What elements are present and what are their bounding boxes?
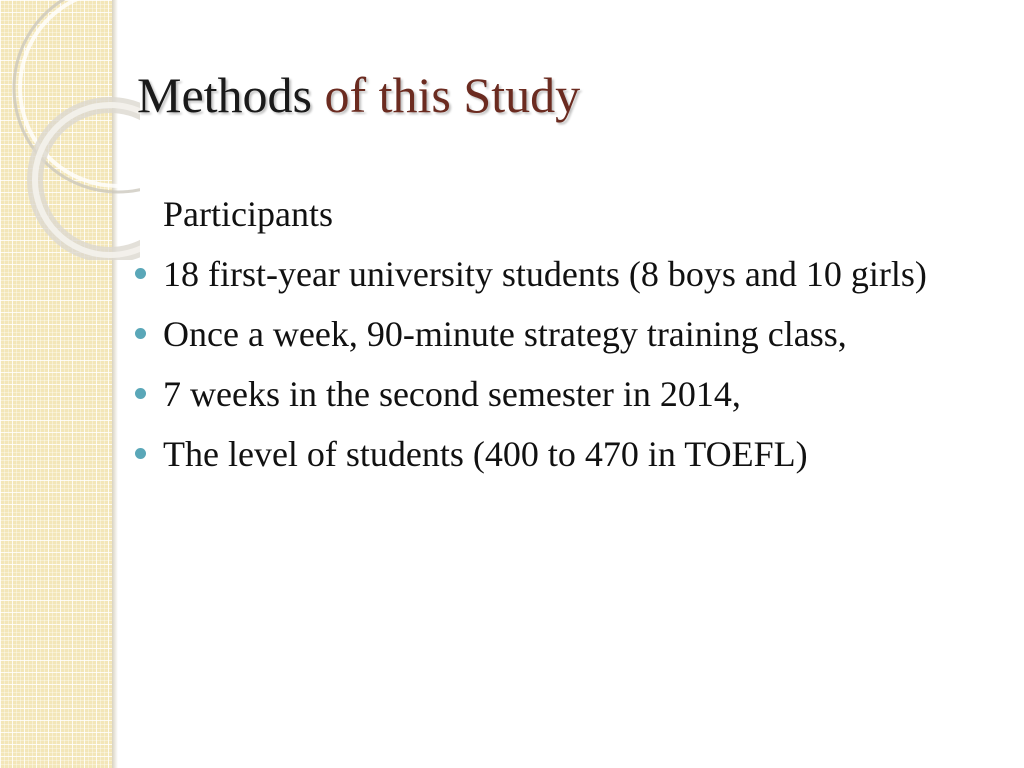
list-item-text: 7 weeks in the second semester in 2014, xyxy=(163,374,741,414)
bullet-icon xyxy=(135,388,146,399)
decorative-rings xyxy=(0,0,140,260)
title-accent: of this Study xyxy=(312,67,581,123)
bullet-list xyxy=(133,250,1003,478)
list-item xyxy=(133,250,1003,298)
list-item xyxy=(133,430,1003,478)
list-item-text: The level of students (400 to 470 in TOEFL) xyxy=(163,434,808,474)
bullet-icon xyxy=(135,328,146,339)
slide-title xyxy=(137,68,580,123)
list-item xyxy=(133,370,1003,418)
list-item-text: Once a week, 90-minute strategy training class, xyxy=(163,314,847,354)
title-primary: Methods xyxy=(137,67,312,123)
bullet-icon xyxy=(135,268,146,279)
list-item-text: 18 first-year university students (8 boys and 10 girls) xyxy=(163,254,927,294)
list-item xyxy=(133,310,1003,358)
section-heading: Participants xyxy=(163,194,333,234)
slide-body xyxy=(133,190,1003,490)
bullet-icon xyxy=(135,448,146,459)
